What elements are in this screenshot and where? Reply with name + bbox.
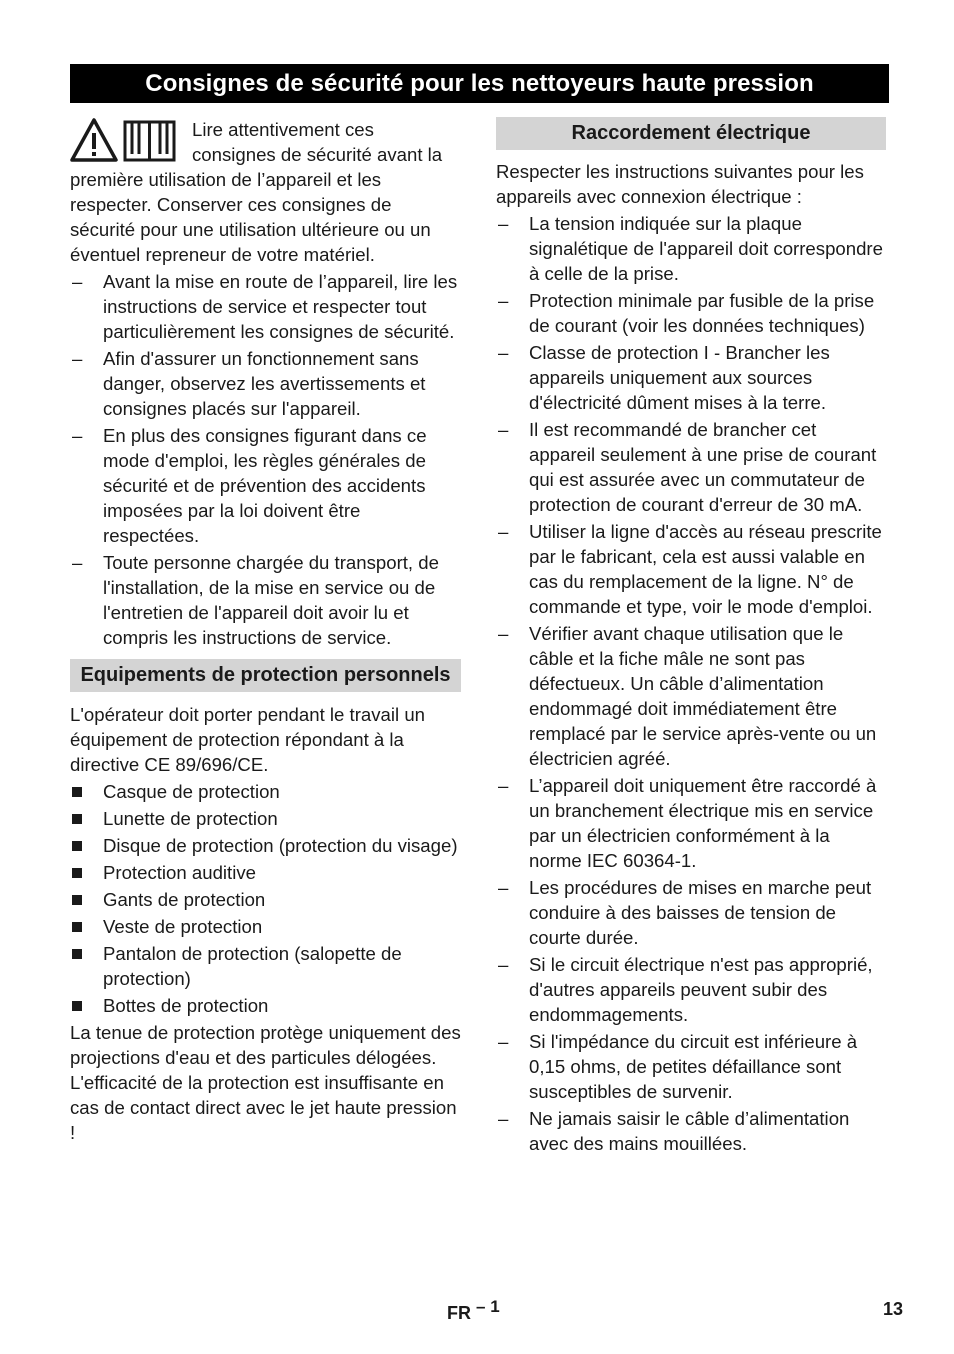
section-heading-electrical: Raccordement électrique: [496, 117, 886, 150]
list-item: – Si le circuit électrique n'est pas approprié, d'autres appareils peuvent subir des endommagements.: [498, 954, 873, 1025]
safety-list: [70, 269, 461, 650]
square-bullet-icon: [72, 949, 82, 959]
footer-page-ref: [447, 1297, 500, 1324]
dash-marker: –: [498, 877, 509, 898]
list-item: – Si l'impédance du circuit est inférieure à 0,15 ohms, de petites défaillance sont susceptibles de survenir.: [498, 1031, 858, 1102]
list-item: Disque de protection (protection du visage): [70, 833, 461, 858]
page-number: 13: [883, 1299, 904, 1319]
list-item: Pantalon de protection (salopette de protection): [70, 941, 461, 991]
list-item: – Avant la mise en route de l’appareil, lire les instructions de service et respecter tout particulièrement les consignes de sécurité.: [72, 271, 458, 342]
list-item: – Vérifier avant chaque utilisation que le câble et la fiche mâle ne sont pas défectueux. Un câble d’alimentation endommagé doit immédiatement être remplacé par le service après-vente ou un électricien agréé.: [498, 623, 877, 769]
dash-marker: –: [498, 954, 509, 975]
list-item: Casque de protection: [70, 779, 461, 804]
closing-paragraph: La tenue de protection protège uniquement des projections d'eau et des particules délogées. L'efficacité de la protection est insuffisante en cas de contact direct avec le jet haute pression !: [70, 1022, 461, 1143]
dash-marker: –: [498, 521, 509, 542]
dash-marker: –: [498, 623, 509, 644]
list-item: – Toute personne chargée du transport, de l'installation, de la mise en service ou de l'entretien de l'appareil doit avoir lu et compris les instructions de service.: [72, 552, 439, 648]
list-item: Veste de protection: [70, 914, 461, 939]
list-item: Protection auditive: [70, 860, 461, 885]
dash-marker: –: [498, 342, 509, 363]
square-bullet-icon: [72, 787, 82, 797]
footer-lang: FR: [447, 1303, 471, 1323]
list-item: – Les procédures de mises en marche peut conduire à des baisses de tension de courte durée.: [498, 877, 872, 948]
square-bullet-icon: [72, 1001, 82, 1011]
intro-paragraph: Lire attentivement ces consignes de sécurité avant la première utilisation de l’appareil et les respecter. Conserver ces consignes de sécurité pour une utilisation ultérieure ou un éventuel repreneur de votre matériel.: [70, 119, 443, 265]
list-item: – Utiliser la ligne d'accès au réseau prescrite par le fabricant, cela est aussi valable en cas du remplacement de la ligne. N° de commande et type, voir le mode d'emploi.: [498, 521, 882, 617]
section-heading-protection: Equipements de protection personnels: [70, 659, 461, 692]
dash-marker: –: [72, 271, 83, 292]
dash-marker: –: [498, 775, 509, 796]
list-item: – Protection minimale par fusible de la prise de courant (voir les données techniques): [498, 290, 875, 336]
dash-marker: –: [72, 552, 83, 573]
square-bullet-icon: [72, 868, 82, 878]
list-item: – Il est recommandé de brancher cet appareil seulement à une prise de courant qui est assurée avec un commutateur de protection de courant d'erreur de 30 mA.: [498, 419, 877, 515]
list-item: Bottes de protection: [70, 993, 461, 1018]
list-item: – La tension indiquée sur la plaque signalétique de l'appareil doit correspondre à celle de la prise.: [498, 213, 883, 284]
warning-triangle-icon: [72, 120, 116, 160]
protection-intro: L'opérateur doit porter pendant le travail un équipement de protection répondant à la directive CE 89/696/CE.: [70, 704, 425, 775]
square-bullet-icon: [72, 895, 82, 905]
dash-marker: –: [72, 348, 83, 369]
page-title: Consignes de sécurité pour les nettoyeurs haute pression: [70, 64, 889, 103]
list-item: Gants de protection: [70, 887, 461, 912]
list-item: – En plus des consignes figurant dans ce mode d'emploi, les règles générales de sécurité et de prévention des accidents imposées par la loi doivent être respectées.: [72, 425, 427, 546]
dash-marker: –: [498, 419, 509, 440]
dash-marker: –: [498, 213, 509, 234]
list-item: – L’appareil doit uniquement être raccordé à un branchement électrique mis en service par un électricien conformément à la norme IEC 60364-1.: [498, 775, 877, 871]
list-item: Lunette de protection: [70, 806, 461, 831]
square-bullet-icon: [72, 841, 82, 851]
electrical-list: [496, 211, 886, 1156]
list-item: – Afin d'assurer un fonctionnement sans danger, observez les avertissements et consignes placés sur l'appareil.: [72, 348, 426, 419]
dash-marker: –: [72, 425, 83, 446]
equipment-list: [70, 779, 461, 1018]
list-item: – Ne jamais saisir le câble d’alimentation avec des mains mouillées.: [498, 1108, 850, 1154]
dash-marker: –: [498, 1031, 509, 1052]
dash-marker: –: [498, 290, 509, 311]
warning-manual-icons: [70, 118, 182, 164]
square-bullet-icon: [72, 814, 82, 824]
manual-book-icon: [125, 122, 174, 160]
list-item: – Classe de protection I - Brancher les appareils uniquement aux sources d'électricité dûment mises à la terre.: [498, 342, 830, 413]
left-column: [70, 117, 461, 1145]
safety-icons: [70, 118, 182, 164]
dash-marker: –: [498, 1108, 509, 1129]
right-column: [496, 117, 886, 1156]
footer-section-number: – 1: [476, 1297, 500, 1316]
electrical-intro: Respecter les instructions suivantes pour les appareils avec connexion électrique :: [496, 161, 864, 207]
square-bullet-icon: [72, 922, 82, 932]
